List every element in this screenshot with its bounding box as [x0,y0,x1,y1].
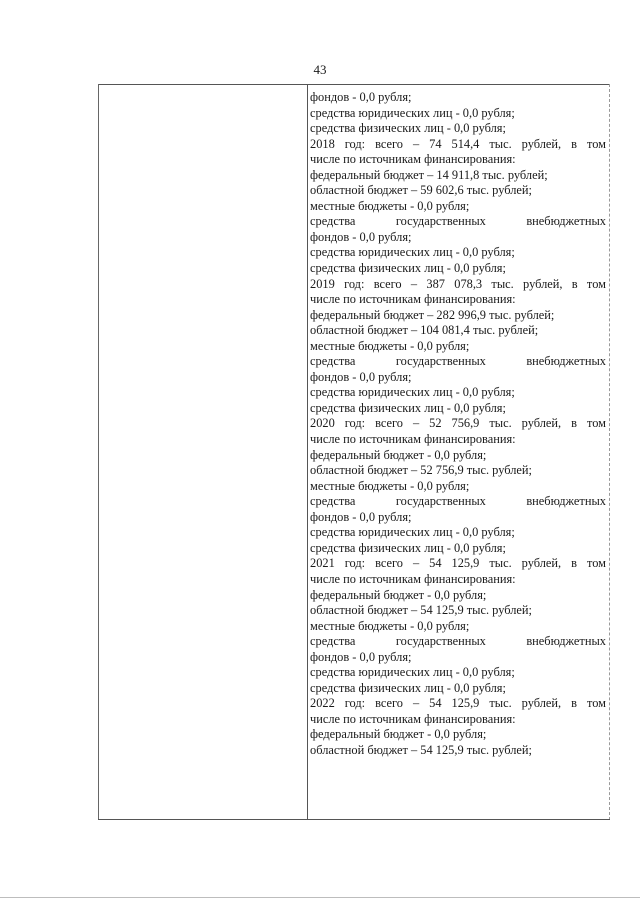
text-line: фондов - 0,0 рубля; [310,509,412,524]
text-line: 2020 год: всего – 52 756,9 тыс. рублей, в том [310,416,606,431]
text-line: областной бюджет – 54 125,9 тыс. рублей; [310,742,532,757]
text-line: 2021 год: всего – 54 125,9 тыс. рублей, в том [310,556,606,571]
text-line: числе по источникам финансирования: [310,711,516,726]
text-line: областной бюджет – 59 602,6 тыс. рублей; [310,183,532,198]
text-line: местные бюджеты - 0,0 рубля; [310,618,470,633]
text-line: средства физических лиц - 0,0 рубля; [310,680,506,695]
text-line: средства юридических лиц - 0,0 рубля; [310,105,515,120]
text-line: числе по источникам финансирования: [310,432,516,447]
text-line: 2019 год: всего – 387 078,3 тыс. рублей, в том [310,276,606,291]
text-line: числе по источникам финансирования: [310,571,516,586]
financing-table [98,84,610,820]
text-line: средства юридических лиц - 0,0 рубля; [310,245,515,260]
text-line: средства государственных внебюджетных [310,494,606,509]
text-line: средства юридических лиц - 0,0 рубля; [310,525,515,540]
text-line: федеральный бюджет - 0,0 рубля; [310,727,487,742]
table-right-border [609,84,610,820]
page-bottom-rule [0,897,640,898]
text-line: средства физических лиц - 0,0 рубля; [310,540,506,555]
text-line: средства физических лиц - 0,0 рубля; [310,261,506,276]
text-line: числе по источникам финансирования: [310,292,516,307]
text-line: средства государственных внебюджетных [310,354,606,369]
text-line: местные бюджеты - 0,0 рубля; [310,338,470,353]
text-line: областной бюджет – 54 125,9 тыс. рублей; [310,603,532,618]
page-number: 43 [313,62,327,77]
text-line: областной бюджет – 52 756,9 тыс. рублей; [310,463,532,478]
text-line: 2018 год: всего – 74 514,4 тыс. рублей, в том [310,136,606,151]
text-line: областной бюджет – 104 081,4 тыс. рублей; [310,323,539,338]
text-line: фондов - 0,0 рубля; [310,90,412,104]
text-line: 2022 год: всего – 54 125,9 тыс. рублей, в том [310,696,606,711]
text-line: федеральный бюджет – 282 996,9 тыс. рублей; [310,307,555,322]
text-line: местные бюджеты - 0,0 рубля; [310,198,470,213]
table-bottom-border [98,819,610,820]
text-line: фондов - 0,0 рубля; [310,369,412,384]
text-line: местные бюджеты - 0,0 рубля; [310,478,470,493]
text-line: федеральный бюджет - 0,0 рубля; [310,447,487,462]
text-line: фондов - 0,0 рубля; [310,649,412,664]
text-line: средства государственных внебюджетных [310,214,606,229]
text-line: числе по источникам финансирования: [310,152,516,167]
text-line: средства юридических лиц - 0,0 рубля; [310,665,515,680]
text-line: средства физических лиц - 0,0 рубля; [310,400,506,415]
text-line: фондов - 0,0 рубля; [310,229,412,244]
text-line: федеральный бюджет – 14 911,8 тыс. рублей; [310,167,548,182]
text-line: федеральный бюджет - 0,0 рубля; [310,587,487,602]
table-right-cell [310,90,606,759]
table-column-divider [307,84,308,820]
text-line: средства юридических лиц - 0,0 рубля; [310,385,515,400]
text-line: средства государственных внебюджетных [310,634,606,649]
text-line: средства физических лиц - 0,0 рубля; [310,121,506,136]
table-left-cell [99,84,307,819]
